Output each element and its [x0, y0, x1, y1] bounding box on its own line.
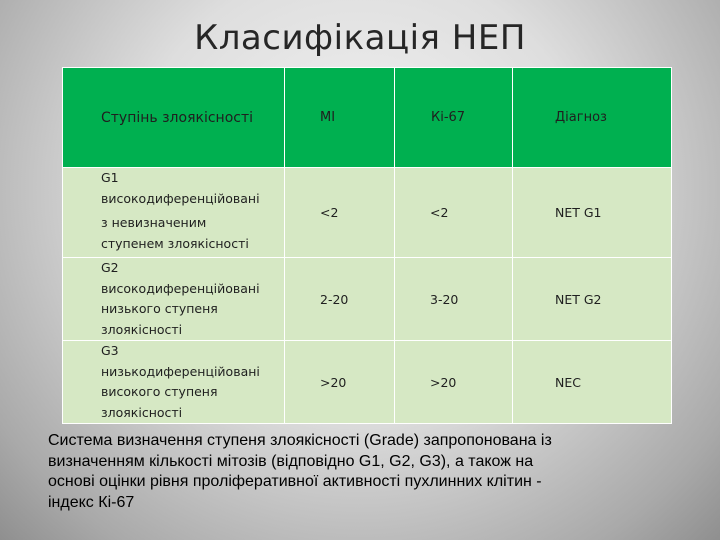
- grade-cell: [63, 168, 285, 258]
- ki67-cell: <2: [395, 168, 513, 258]
- table-row: [63, 168, 672, 258]
- grade-desc: низького ступеня: [101, 301, 218, 316]
- caption-line: Система визначення ступеня злоякісності (Grade) запропонована із: [48, 432, 552, 449]
- grade-desc: ступенем злоякісності: [101, 235, 249, 251]
- grade-label: G3: [101, 343, 119, 358]
- grade-label: G2: [101, 260, 119, 275]
- mi-cell: >20: [285, 341, 395, 424]
- table-row: [63, 258, 672, 341]
- table-header-row: [63, 68, 672, 168]
- caption-line: індекс Кі-67: [48, 493, 135, 511]
- grade-cell: [63, 258, 285, 341]
- caption-text: [48, 431, 678, 513]
- grade-label: G1: [101, 170, 119, 185]
- grade-cell: [63, 341, 285, 424]
- grade-desc: високодиференційовані: [101, 190, 260, 206]
- slide-title: Класифікація НЕП: [194, 18, 526, 58]
- header-mi: MI: [285, 68, 395, 168]
- table-row: [63, 341, 672, 424]
- caption-line: основі оцінки рівня проліферативної активності пухлинних клітин -: [48, 473, 542, 490]
- diagnosis-cell: NET G2: [513, 258, 672, 341]
- grade-desc: з невизначеним: [101, 215, 207, 230]
- header-grade: Ступінь злоякісності: [63, 68, 285, 168]
- diagnosis-cell: NEC: [513, 341, 672, 424]
- grade-desc: злоякісності: [101, 404, 183, 420]
- grade-desc: низькодиференційовані: [101, 363, 260, 379]
- ki67-cell: 3-20: [395, 258, 513, 341]
- header-diagnosis: Діагноз: [513, 68, 672, 168]
- header-ki67: Кі-67: [395, 68, 513, 168]
- mi-cell: 2-20: [285, 258, 395, 341]
- caption-line: визначенням кількості мітозів (відповідно G1, G2, G3), а також на: [48, 452, 534, 470]
- ki67-cell: >20: [395, 341, 513, 424]
- diagnosis-cell: NET G1: [513, 168, 672, 258]
- classification-table: [62, 67, 672, 424]
- mi-cell: <2: [285, 168, 395, 258]
- grade-desc: злоякісності: [101, 321, 183, 337]
- grade-desc: високого ступеня: [101, 384, 218, 399]
- grade-desc: високодиференційовані: [101, 280, 260, 296]
